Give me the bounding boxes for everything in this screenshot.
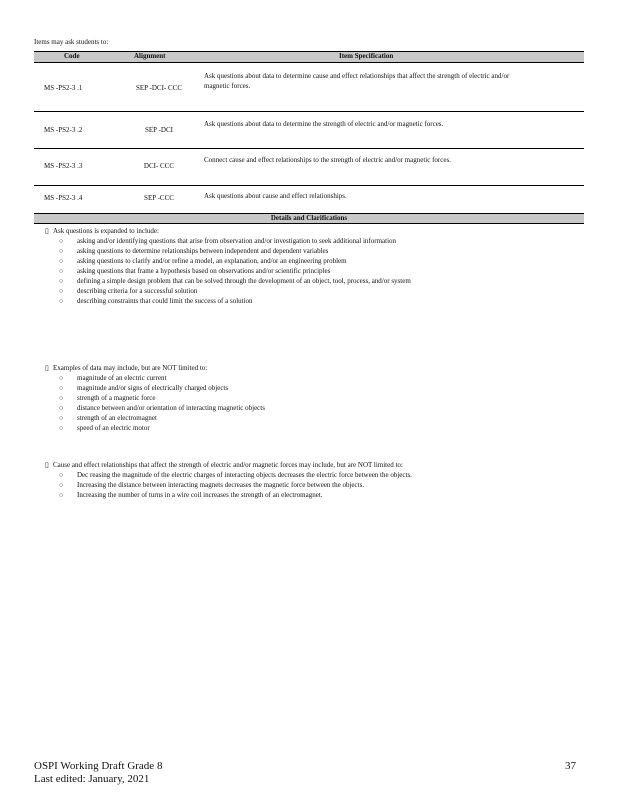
row-code: MS -PS2-3 .4 (44, 194, 83, 202)
footer-edited: Last edited: January, 2021 (34, 773, 150, 785)
circle-bullet-icon: ○ (59, 257, 64, 265)
row-code: MS -PS2-3 .2 (44, 126, 83, 134)
list-item: magnitude of an electric current (77, 374, 167, 382)
square-bullet-icon: ▯ (45, 364, 49, 372)
list-item: distance between and/or orientation of interacting magnetic objects (77, 404, 265, 412)
intro-text: Items may ask students to: (34, 38, 109, 46)
circle-bullet-icon: ○ (59, 287, 64, 295)
row-code: MS -PS2-3 .1 (44, 84, 83, 92)
list-item: asking questions to clarify and/or refine a model, an explanation, and/or an engineering problem (77, 257, 347, 265)
list-item: strength of an electromagnet (77, 414, 157, 422)
page-footer (34, 760, 162, 786)
row-spec: Ask questions about cause and effect relationships. (204, 192, 347, 200)
circle-bullet-icon: ○ (59, 394, 64, 402)
row-spec: Ask questions about data to determine cause and effect relationships that affect the strength of electric and/or magnetic forces. (204, 72, 510, 90)
section-examples-of-data (45, 363, 575, 433)
circle-bullet-icon: ○ (59, 404, 64, 412)
table-row (34, 149, 584, 186)
circle-bullet-icon: ○ (59, 267, 64, 275)
row-spec: Ask questions about data to determine the strength of electric and/or magnetic forces. (204, 120, 444, 128)
list-item: Dec reasing the magnitude of the electric charges of interacting objects decreases the electric force between the objects. (77, 471, 412, 479)
list-item: describing criteria for a successful solution (77, 287, 198, 295)
list-item: strength of a magnetic force (77, 394, 156, 402)
col-spec: Item Specification (339, 52, 394, 60)
square-bullet-icon: ▯ (45, 461, 49, 469)
table-row (34, 63, 584, 112)
circle-bullet-icon: ○ (59, 414, 64, 422)
list-item: asking questions that frame a hypothesis based on observations and/or scientific principles (77, 267, 331, 275)
spec-table (34, 51, 584, 211)
table-row (34, 186, 584, 209)
circle-bullet-icon: ○ (59, 277, 64, 285)
circle-bullet-icon: ○ (59, 481, 64, 489)
circle-bullet-icon: ○ (59, 374, 64, 382)
section-lead: Examples of data may include, but are NOT limited to: (53, 364, 208, 372)
col-code: Code (64, 52, 80, 60)
page-number: 37 (565, 760, 576, 772)
details-header: Details and Clarifications (34, 213, 584, 224)
section-lead: Ask questions is expanded to include: (53, 227, 159, 235)
list-item: Increasing the number of turns in a wire coil increases the strength of an electromagnet. (77, 491, 323, 499)
table-header (34, 51, 584, 63)
circle-bullet-icon: ○ (59, 471, 64, 479)
circle-bullet-icon: ○ (59, 384, 64, 392)
list-item: speed of an electric motor (77, 424, 150, 432)
section-lead: Cause and effect relationships that affect the strength of electric and/or magnetic forces may include, but are NOT limited to: (53, 461, 403, 469)
table-row (34, 112, 584, 149)
list-item: defining a simple design problem that can be solved through the development of an object, tool, process, and/or system (77, 277, 411, 285)
row-alignment: DCI- CCC (143, 162, 175, 170)
section-cause-effect (45, 460, 575, 500)
row-alignment: SEP -DCI (145, 126, 173, 134)
row-alignment: SEP -CCC (144, 194, 174, 202)
circle-bullet-icon: ○ (59, 237, 64, 245)
square-bullet-icon: ▯ (45, 227, 49, 235)
circle-bullet-icon: ○ (59, 247, 64, 255)
circle-bullet-icon: ○ (59, 297, 64, 305)
col-alignment: Alignment (134, 52, 166, 60)
list-item: asking questions to determine relationships between independent and dependent variables (77, 247, 329, 255)
list-item: magnitude and/or signs of electrically charged objects (77, 384, 229, 392)
row-code: MS -PS2-3 .3 (44, 162, 83, 170)
footer-title: OSPI Working Draft Grade 8 (34, 760, 163, 772)
circle-bullet-icon: ○ (59, 424, 64, 432)
circle-bullet-icon: ○ (59, 491, 64, 499)
list-item: describing constraints that could limit the success of a solution (77, 297, 253, 305)
list-item: asking and/or identifying questions that arise from observation and/or investigation to seek additional information (77, 237, 397, 245)
list-item: Increasing the distance between interacting magnets decreases the magnetic force between the objects. (77, 481, 365, 489)
section-ask-questions (45, 226, 575, 306)
row-alignment: SEP -DCI- CCC (135, 84, 183, 92)
row-spec: Connect cause and effect relationships to the strength of electric and/or magnetic forces. (204, 156, 451, 164)
